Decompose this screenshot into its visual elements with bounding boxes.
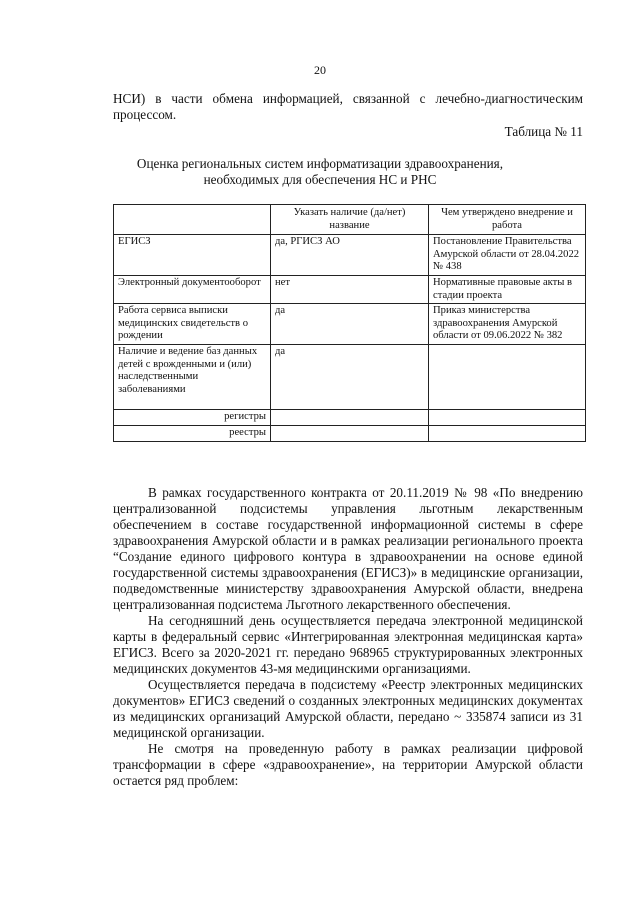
table-cell: Постановление Правительства Амурской области от 28.04.2022 № 438 (429, 235, 586, 276)
paragraph: В рамках государственного контракта от 20.11.2019 № 98 «По внедрению централизованной подсистемы управления льготным лекарственным обеспечением в составе государственной информационной системы в сфере здравоохранения Амурской области и в рамках реализации регионального проекта “Создание единого цифрового контура в здравоохранении на основе единой государственной системы здравоохранения (ЕГИСЗ)» в медицинские организации, подведомственные министерству здравоохранения Амурской области, внедрена централизованная подсистема Льготного лекарственного обеспечения. (113, 485, 583, 612)
table-caption (0, 156, 640, 188)
table-sub-row (114, 426, 586, 442)
table-cell: Нормативные правовые акты в стадии проекта (429, 276, 586, 304)
table-cell (429, 410, 586, 426)
paragraph: Осуществляется передача в подсистему «Реестр электронных медицинских документов» ЕГИСЗ сведений о созданных электронных медицинских документах из медицинских организаций Амурской области, передано ~ 335874 записи из 31 медицинской организации. (113, 677, 583, 740)
caption-line-2: необходимых для обеспечения НС и РНС (203, 172, 437, 187)
table-row (114, 304, 586, 345)
table-cell: да (271, 345, 429, 410)
table-cell (271, 410, 429, 426)
sub-row-label: регистры (114, 410, 271, 426)
table-row (114, 276, 586, 304)
table-cell (271, 426, 429, 442)
systems-table (113, 204, 586, 442)
intro-text: НСИ) в части обмена информацией, связанной с лечебно-диагностическим процессом. (113, 91, 583, 122)
table-sub-row (114, 410, 586, 426)
sub-row-label: реестры (114, 426, 271, 442)
table-cell: ЕГИСЗ (114, 235, 271, 276)
table-label: Таблица № 11 (504, 124, 583, 139)
table-cell: нет (271, 276, 429, 304)
table-cell (429, 426, 586, 442)
paragraph: На сегодняшний день осуществляется передача электронной медицинской карты в федеральный сервис «Интегрированная электронная медицинская карта» ЕГИСЗ. Всего за 2020-2021 гг. передано 968965 структурированных электронных медицинских документов 43-мя медицинскими организациями. (113, 613, 583, 676)
table-cell: Приказ министерства здравоохранения Амурской области от 09.06.2022 № 382 (429, 304, 586, 345)
table-cell: да, РГИСЗ АО (271, 235, 429, 276)
table-row (114, 235, 586, 276)
caption-line-1: Оценка региональных систем информатизации здравоохранения, (136, 156, 504, 171)
header-cell (114, 205, 271, 235)
table-row (114, 345, 586, 410)
table-cell (429, 345, 586, 410)
header-cell: Указать наличие (да/нет) название (271, 205, 429, 235)
body-text (113, 485, 583, 789)
page-number: 20 (314, 63, 326, 77)
header-cell: Чем утверждено внедрение и работа (429, 205, 586, 235)
paragraph: Не смотря на проведенную работу в рамках реализации цифровой трансформации в сфере «здравоохранение», на территории Амурской области остается ряд проблем: (113, 741, 583, 788)
table-cell: да (271, 304, 429, 345)
table-cell: Наличие и ведение баз данных детей с врожденными и (или) наследственными заболеваниями (114, 345, 271, 410)
table-cell: Электронный документооборот (114, 276, 271, 304)
table-cell: Работа сервиса выписки медицинских свидетельств о рождении (114, 304, 271, 345)
table-header-row (114, 205, 586, 235)
